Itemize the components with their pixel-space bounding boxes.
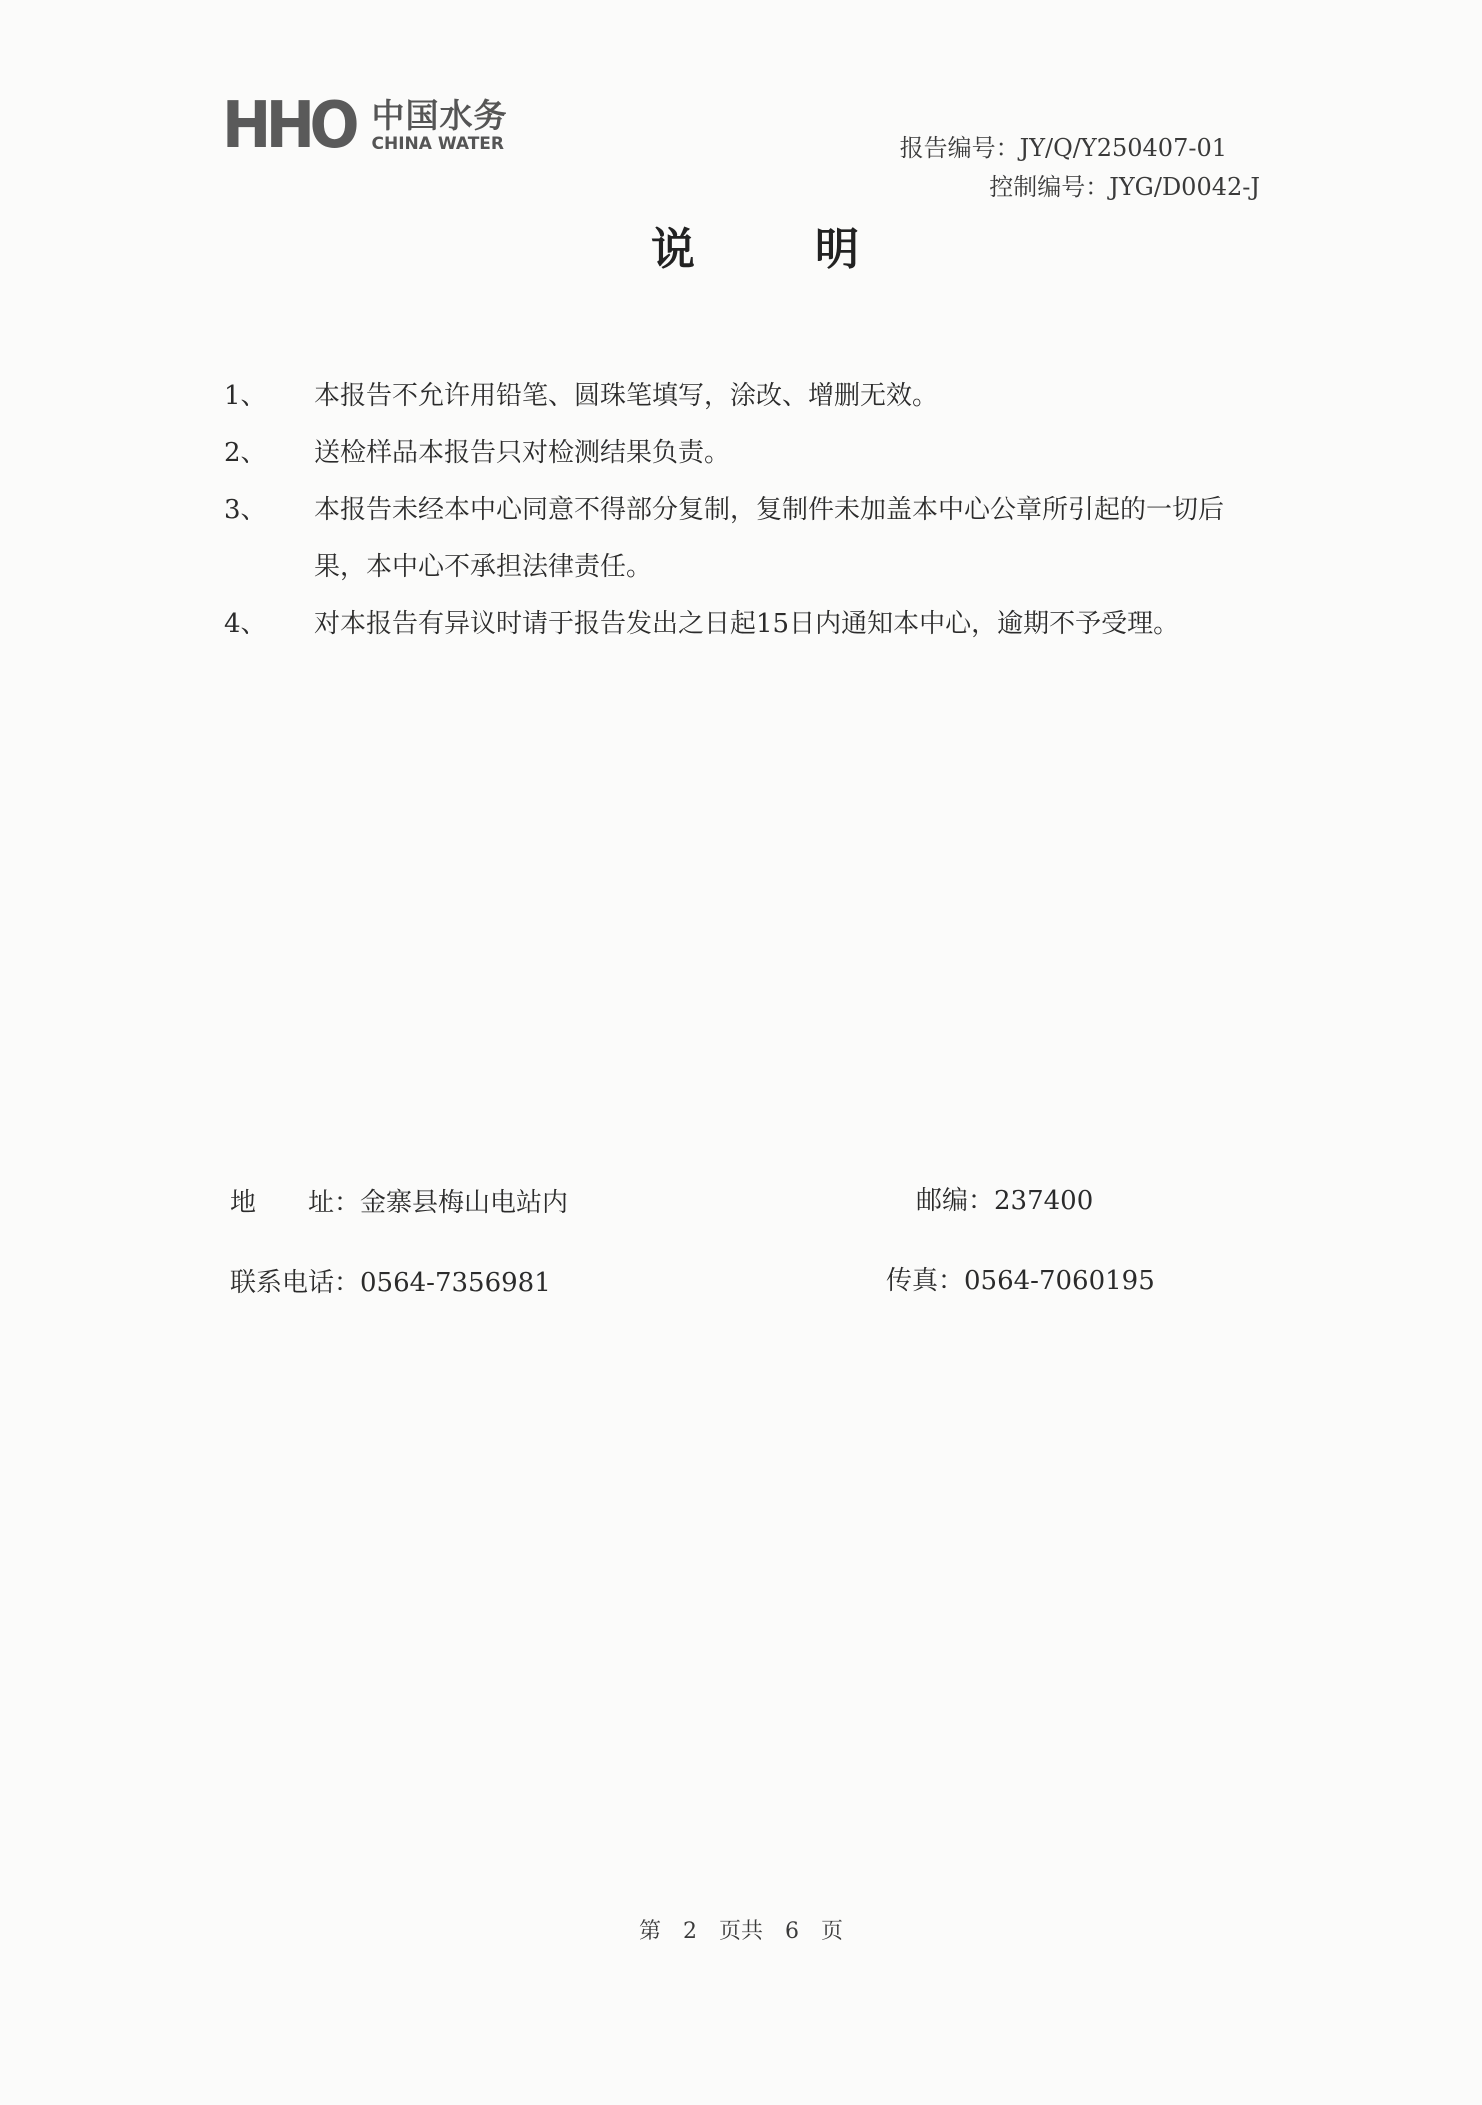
report-number: 报告编号：JY/Q/Y250407-01 [899,134,1227,162]
item-text: 送检样品本报告只对检测结果负责。 [314,438,731,468]
list-item [224,596,1264,653]
page-prefix: 第 [638,1919,661,1944]
address-line [230,1182,568,1219]
page-suffix: 页 [821,1919,844,1944]
item-number: 2、 [224,438,267,468]
address-label-a: 地 [230,1188,257,1218]
page-title: 说明 [651,224,979,275]
postcode: 邮编：237400 [916,1186,1094,1216]
item-text: 本报告不允许用铅笔、圆珠笔填写，涂改、增删无效。 [314,381,939,411]
address-value: 金寨县梅山电站内 [360,1188,569,1218]
control-number: 控制编号：JYG/D0042-J [989,173,1260,201]
page-current: 2 [682,1919,697,1944]
item-number: 3、 [224,495,267,525]
item-number: 4、 [224,609,267,639]
page-number [0,1914,1482,1945]
list-item [224,368,1264,425]
item-text: 对本报告有异议时请于报告发出之日起15日内通知本中心，逾期不予受理。 [314,609,1180,639]
page-total: 6 [785,1919,799,1944]
address-label-b: 址： [308,1188,361,1218]
company-logo [222,89,508,163]
list-item [224,482,1264,596]
item-number: 1、 [224,381,267,411]
telephone: 联系电话：0564-7356981 [230,1268,551,1298]
page-mid: 页共 [718,1919,763,1944]
list-item [224,425,1264,482]
logo-chinese: 中国水务 [371,96,508,135]
logo-english: CHINA WATER [371,134,504,154]
notice-list [224,368,1264,653]
logo-text [372,98,508,154]
item-text: 本报告未经本中心同意不得部分复制，复制件未加盖本中心公章所引起的一切后果，本中心不承担法律责任。 [314,495,1225,582]
fax: 传真：0564-7060195 [886,1266,1155,1296]
logo-mark: HHO [222,89,355,163]
